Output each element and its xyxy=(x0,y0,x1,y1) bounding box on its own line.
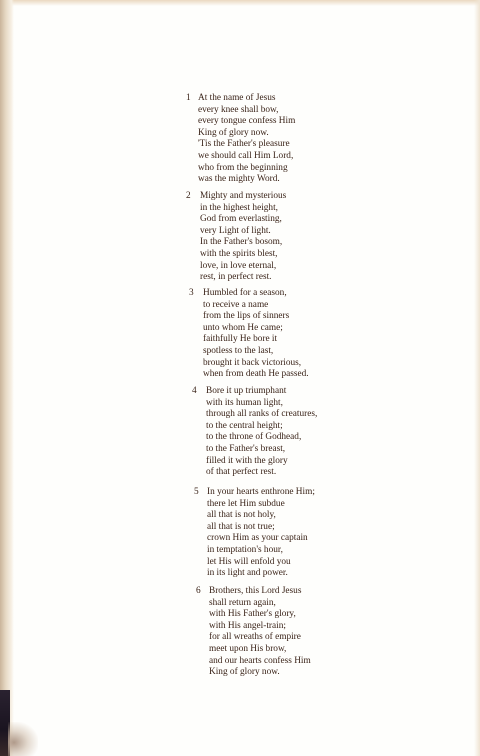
verse-line: in its light and power. xyxy=(207,568,288,579)
verse-line: filled it with the glory xyxy=(206,455,288,466)
page-left-edge xyxy=(0,0,14,756)
verse-line: in temptation's hour, xyxy=(207,544,283,555)
verse-line: love, in love eternal, xyxy=(200,260,277,271)
stanza-lines xyxy=(198,93,458,186)
verse-line: every tongue confess Him xyxy=(198,116,296,127)
verse-line: Bore it up triumphant xyxy=(206,386,287,396)
verse-line: with its human light, xyxy=(206,397,283,408)
verse-line: we should call Him Lord, xyxy=(198,150,294,161)
stanza-number: 2 xyxy=(186,191,191,201)
stanza-lines xyxy=(203,288,463,381)
verse-line: In the Father's bosom, xyxy=(200,237,283,248)
stanza-number: 6 xyxy=(196,586,201,596)
stanza-number: 3 xyxy=(189,288,194,298)
verse-line: Mighty and mysterious xyxy=(200,191,287,201)
stanza-number: 4 xyxy=(192,386,197,396)
verse-line: crown Him as your captain xyxy=(207,533,308,544)
verse-line: In your hearts enthrone Him; xyxy=(207,487,315,497)
verse-line: brought it back victorious, xyxy=(203,357,302,368)
stanza-lines xyxy=(200,191,460,284)
verse-line: At the name of Jesus xyxy=(198,93,276,103)
verse-line: of that perfect rest. xyxy=(206,467,277,478)
verse-line: to receive a name xyxy=(203,299,269,310)
verse-line: through all ranks of creatures, xyxy=(206,409,318,420)
verse-line: to the throne of Godhead, xyxy=(206,432,302,443)
verse-line: for all wreaths of empire xyxy=(209,632,301,643)
verse-line: with His Father's glory, xyxy=(209,609,296,620)
verse-line: Brothers, this Lord Jesus xyxy=(209,586,302,596)
verse-line: there let Him subdue xyxy=(207,498,285,509)
verse-line: in the highest height, xyxy=(200,202,278,213)
verse-line: King of glory now. xyxy=(198,127,269,138)
verse-line: all that is not holy, xyxy=(207,510,276,521)
verse-line: faithfully He bore it xyxy=(203,334,278,345)
verse-line: to the Father's breast, xyxy=(206,443,286,454)
verse-line: Humbled for a season, xyxy=(203,288,287,298)
verse-line: spotless to the last, xyxy=(203,345,274,356)
verse-line: shall return again, xyxy=(209,597,276,608)
verse-line: rest, in perfect rest. xyxy=(200,272,272,283)
page-corner-stain xyxy=(8,722,38,756)
verse-line: King of glory now. xyxy=(209,667,280,678)
verse-line: God from everlasting, xyxy=(200,214,282,225)
verse-line: very Light of light. xyxy=(200,225,271,236)
page-right-edge xyxy=(474,0,480,756)
verse-line: was the mighty Word. xyxy=(198,174,280,185)
verse-line: who from the beginning xyxy=(198,162,288,173)
verse-line: unto whom He came; xyxy=(203,322,283,333)
stanza-lines xyxy=(207,487,467,580)
verse-line: and our hearts confess Him xyxy=(209,655,311,666)
stanza-number: 1 xyxy=(186,93,191,103)
verse-line: all that is not true; xyxy=(207,521,275,532)
stanza-lines xyxy=(209,586,469,679)
stanza-lines xyxy=(206,386,466,479)
verse-line: to the central height; xyxy=(206,420,283,431)
verse-line: from the lips of sinners xyxy=(203,311,290,322)
verse-line: every knee shall bow, xyxy=(198,104,279,115)
verse-line: 'Tis the Father's pleasure xyxy=(198,139,290,150)
verse-line: meet upon His brow, xyxy=(209,643,287,654)
stanza-number: 5 xyxy=(194,487,199,497)
verse-line: with His angel-train; xyxy=(209,620,286,631)
page-top-edge xyxy=(0,0,480,6)
verse-line: let His will enfold you xyxy=(207,556,291,567)
verse-line: when from death He passed. xyxy=(203,369,309,380)
verse-line: with the spirits blest, xyxy=(200,248,278,259)
